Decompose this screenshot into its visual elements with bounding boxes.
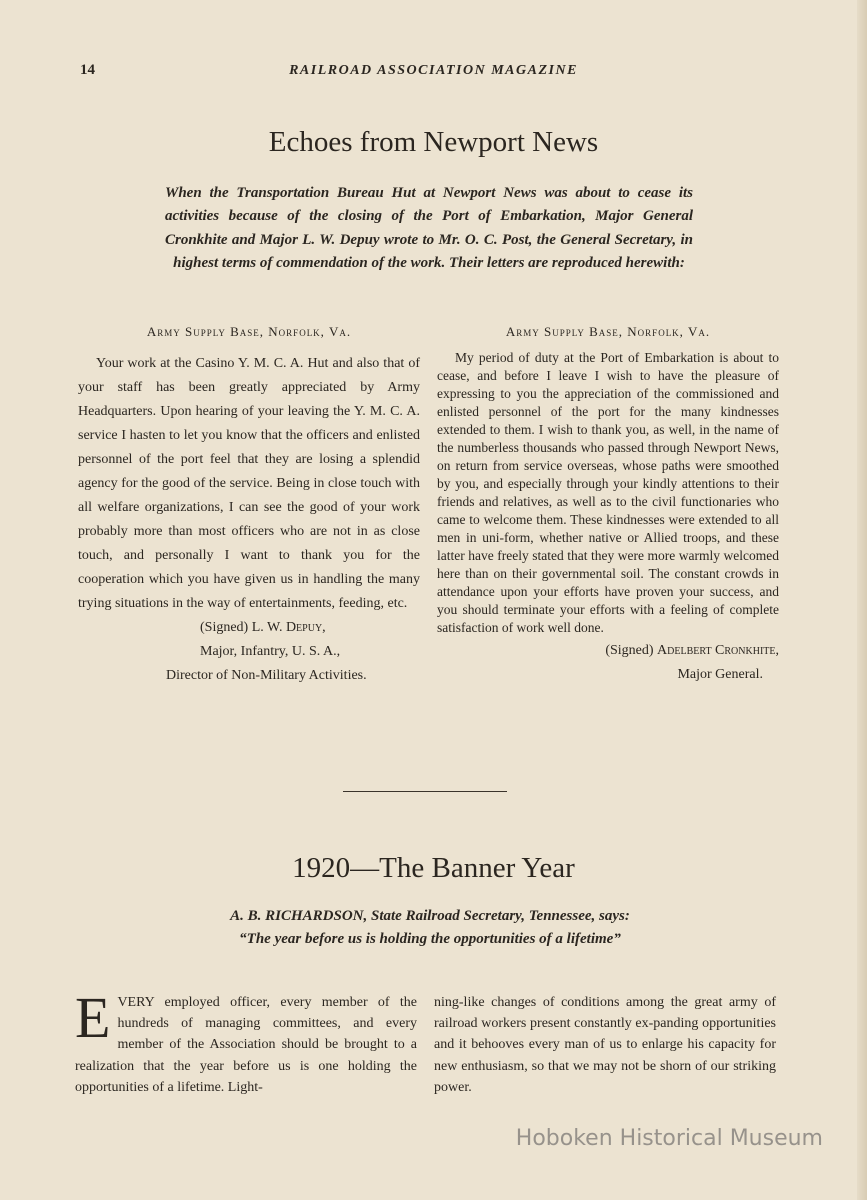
article-title-echoes: Echoes from Newport News: [268, 126, 599, 158]
page-edge: [857, 0, 867, 1200]
museum-watermark: Hoboken Historical Museum: [515, 1126, 823, 1151]
page-number: 14: [80, 62, 95, 78]
letter-signature: [78, 616, 420, 640]
letter-depuy: [78, 324, 420, 688]
magazine-title: RAILROAD ASSOCIATION MAGAZINE: [289, 63, 578, 78]
signed-prefix: (Signed): [605, 643, 654, 658]
letter-dateline: Army Supply Base, Norfolk, Va.: [505, 324, 711, 339]
running-head: [0, 62, 867, 84]
article-intro: When the Transportation Bureau Hut at Newport News was about to cease its activities because of the closing of the Port of Embarkation, Major General Cronkhite and Major L. W. Depuy wrote to Mr. O. C. Post, the General Secretary, in highest terms of commendation of the work. Their letters are reproduced herewith:: [165, 185, 693, 272]
letter-signature: [437, 639, 779, 663]
letter-body: My period of duty at the Port of Embarkation is about to cease, and before I leave I wish to have the pleasure of expressing to you the appreciation of the commissioned and enlisted personnel of the port for the many kindnesses extended to them. I wish to thank you, as well, in the name of the numberless thousands who passed through Newport News, on return from service overseas, whose paths were smoothed by you, and especially through your kindly attentions to their friends and relatives, as well as to the civil functionaries who came to welcome them. These kindnesses were extended to all men in uni-form, whether native or Allied troops, and these latter have freely stated that they were more warmly welcomed here than on their governmental soil. The constant crowds in attendance upon your efforts have proven your success, and you should terminate your efforts with a feeling of complete satisfaction of work well done.: [437, 350, 779, 635]
letter-body: Your work at the Casino Y. M. C. A. Hut and also that of your staff has been greatly appreciated by Army Headquarters. Upon hearing of your leaving the Y. M. C. A. service I hasten to let you know that the officers and enlisted personnel of the port feel that they are losing a splendid agency for the good of the service. Being in close touch with all welfare organizations, I can see the good of your work probably more than most officers who are not in as close touch, and personally I want to thank you for the cooperation which you have given us in handling the many trying situations in the way of entertainments, feeding, etc.: [78, 356, 420, 611]
article-column-right: ning-like changes of conditions among the great army of railroad workers present constantly ex-panding opportunities and it behooves every man of us to enlarge his capacity for new enthusiasm, so that we may not be shorn of our striking power.: [434, 995, 776, 1095]
section-divider: [343, 791, 507, 792]
article-column-left: [75, 985, 417, 1098]
signed-prefix: (Signed): [200, 620, 249, 635]
article-subtitle: A. B. RICHARDSON, State Railroad Secretary, Tennessee, says: “The year before us is holding the opportunities of a lifetime”: [230, 908, 630, 948]
signer-office: Director of Non-Military Activities.: [166, 668, 367, 683]
signer-name: L. W. Depuy,: [251, 620, 326, 635]
signer-rank: Major, Infantry, U. S. A.,: [200, 644, 341, 659]
signer-rank: Major General.: [677, 667, 763, 682]
drop-cap: E: [75, 985, 111, 1050]
signer-name: Adelbert Cronkhite,: [657, 643, 779, 658]
article-column-text: VERY employed officer, every member of the hundreds of managing committees, and every member of the Association should be brought to a realization that the year before us is one holding the opportunities of a lifetime. Light-: [75, 995, 417, 1095]
article-title-banner-year: 1920—The Banner Year: [292, 852, 575, 884]
letter-dateline: Army Supply Base, Norfolk, Va.: [146, 324, 352, 339]
letter-cronkhite: [437, 324, 779, 687]
